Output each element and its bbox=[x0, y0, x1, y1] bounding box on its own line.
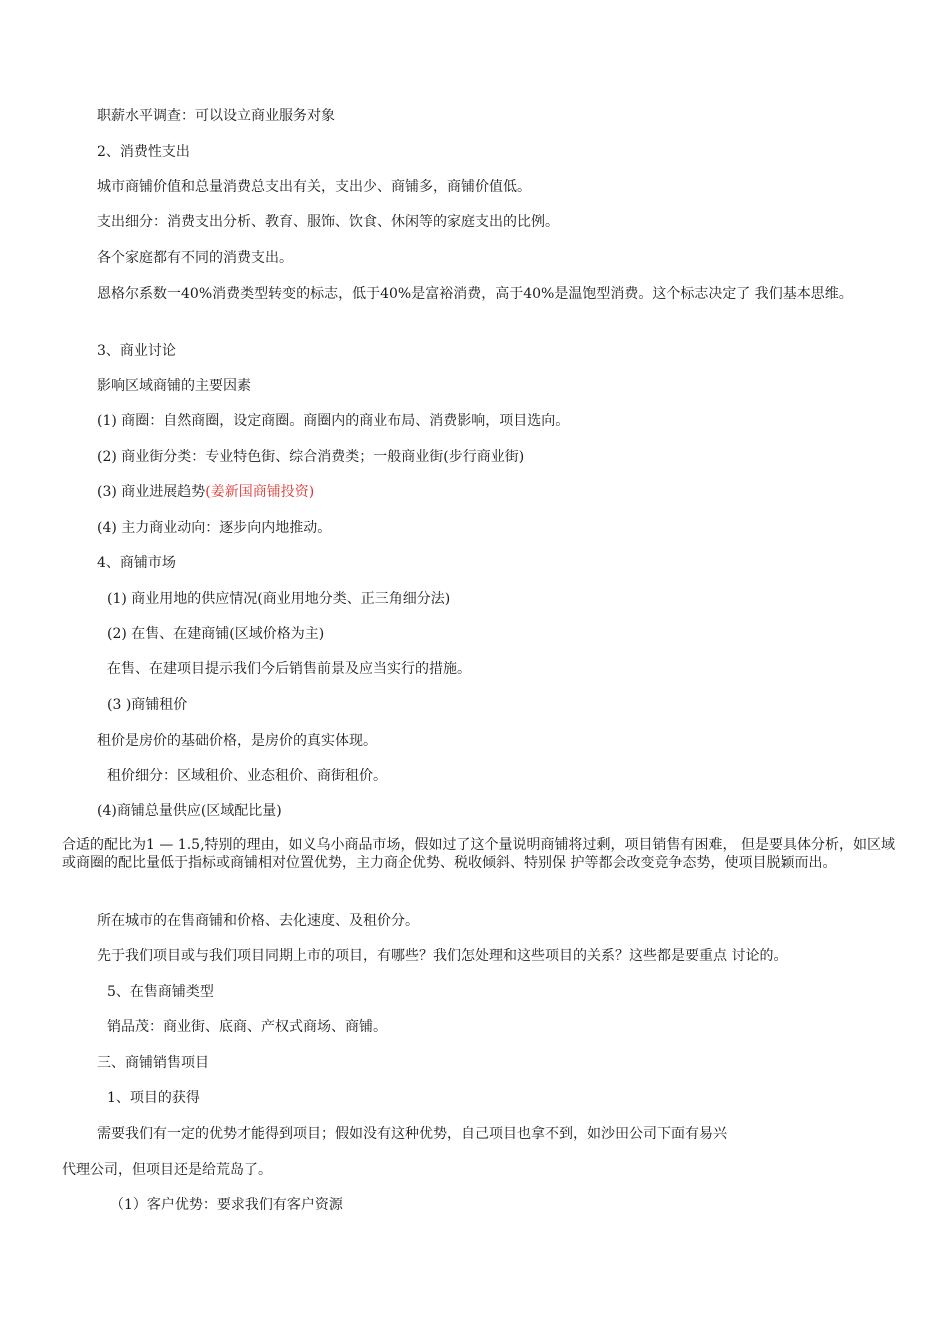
paragraph: 影响区域商铺的主要因素 bbox=[97, 378, 251, 394]
list-item bbox=[97, 482, 314, 502]
paragraph: 代理公司，但项目还是给荒岛了。 bbox=[62, 1162, 272, 1178]
list-item: (4)商铺总量供应(区域配比量) bbox=[97, 803, 282, 819]
section-heading: 1、项目的获得 bbox=[107, 1090, 200, 1106]
paragraph: 合适的配比为1 — 1.5,特别的理由，如义乌小商品市场，假如过了这个量说明商铺将过剩，项目销售有困难， 但是要具体分析，如区域或商圈的配比量低于指标或商铺相对位置优势，主力商企优势、税收倾斜、特别保 护等都会改变竞争态势，使项目脱颖而出。 bbox=[62, 837, 895, 871]
paragraph: 恩格尔系数一40%消费类型转变的标志，低于40%是富裕消费，高于40%是温饱型消费。这个标志决定了 我们基本思维。 bbox=[97, 286, 853, 302]
paragraph: 支出细分：消费支出分析、教育、服饰、饮食、休闲等的家庭支出的比例。 bbox=[97, 214, 559, 230]
paragraph: 销品茂：商业街、底商、产权式商场、商铺。 bbox=[107, 1019, 387, 1035]
section-heading: 三、商铺销售项目 bbox=[97, 1055, 209, 1071]
list-item: (2) 商业街分类：专业特色街、综合消费类；一般商业街(步行商业街) bbox=[97, 449, 525, 465]
list-item: (4) 主力商业动向：逐步向内地推动。 bbox=[97, 520, 332, 536]
paragraph: 职薪水平调查：可以设立商业服务对象 bbox=[97, 108, 335, 124]
paragraph: 城市商铺价值和总量消费总支出有关，支出少、商铺多，商铺价值低。 bbox=[97, 179, 531, 195]
section-heading: 4、商铺市场 bbox=[97, 555, 176, 571]
paragraph: 所在城市的在售商铺和价格、去化速度、及租价分。 bbox=[97, 913, 419, 929]
list-item-text: (3) 商业进展趋势 bbox=[97, 484, 206, 500]
paragraph: 先于我们项目或与我们项目同期上市的项目，有哪些？我们怎处理和这些项目的关系？这些都是要重点 讨论的。 bbox=[97, 948, 788, 964]
highlighted-reference: (姜新国商铺投资) bbox=[205, 484, 315, 500]
paragraph: 在售、在建项目提示我们今后销售前景及应当实行的措施。 bbox=[107, 661, 471, 677]
list-item: (2) 在售、在建商铺(区域价格为主) bbox=[107, 626, 325, 642]
list-item: (1) 商业用地的供应情况(商业用地分类、正三角细分法) bbox=[107, 591, 451, 607]
paragraph: 各个家庭都有不同的消费支出。 bbox=[97, 250, 293, 266]
section-heading: 2、消费性支出 bbox=[97, 144, 190, 160]
section-heading: 5、在售商铺类型 bbox=[107, 984, 214, 1000]
section-heading: 3、商业讨论 bbox=[97, 343, 176, 359]
paragraph: 需要我们有一定的优势才能得到项目；假如没有这种优势，自己项目也拿不到，如沙田公司下面有易兴 bbox=[97, 1126, 727, 1142]
list-item: （1）客户优势：要求我们有客户资源 bbox=[110, 1197, 343, 1213]
paragraph: 租价是房价的基础价格，是房价的真实体现。 bbox=[97, 733, 377, 749]
paragraph: 租价细分：区域租价、业态租价、商街租价。 bbox=[107, 768, 387, 784]
list-item: (1) 商圈：自然商圈，设定商圈。商圈内的商业布局、消费影响，项目选向。 bbox=[97, 413, 570, 429]
list-item: (3 )商铺租价 bbox=[107, 697, 188, 713]
